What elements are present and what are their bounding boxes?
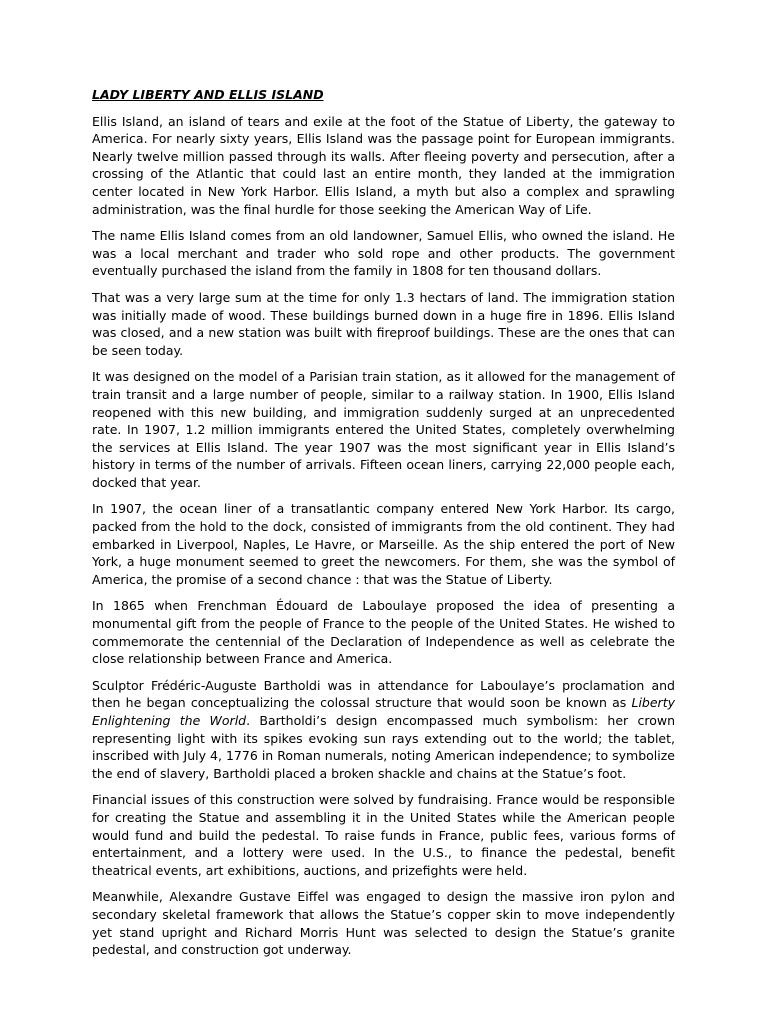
document-title: LADY LIBERTY AND ELLIS ISLAND bbox=[92, 87, 324, 102]
statue-official-name: Liberty Enlightening the World bbox=[92, 695, 675, 728]
paragraph-ellis-island-intro: Ellis Island, an island of tears and exile at the foot of the Statue of Liberty, the gateway to America. For nearly sixty years, Ellis Island was the passage point for European immigrants. Nearly twelve million passed through its walls. After fleeing poverty and persecution, after a crossing of the Atlantic that could last an entire month, they landed at the immigration center located in New York Harbor. Ellis Island, a myth but also a complex and sprawling administration, was the final hurdle for those seeking the American Way of Life. bbox=[92, 113, 675, 217]
paragraph-bartholdi bbox=[92, 677, 675, 783]
paragraph-eiffel-hunt: Meanwhile, Alexandre Gustave Eiffel was engaged to design the massive iron pylon and secondary skeletal framework that allows the Statue’s copper skin to move independently yet stand upright and Richard Morris Hunt was selected to design the Statue’s granite pedestal, and construction got underway. bbox=[92, 889, 675, 958]
document-page bbox=[92, 86, 675, 968]
paragraph-ocean-liner: In 1907, the ocean liner of a transatlantic company entered New York Harbor. Its cargo, packed from the hold to the dock, consisted of immigrants from the old continent. They had embarked in Liverpool, Naples, Le Havre, or Marseille. As the ship entered the port of New York, a huge monument seemed to greet the newcomers. For them, she was the symbol of America, the promise of a second chance : that was the Statue of Liberty. bbox=[92, 501, 675, 587]
paragraph-name-origin: The name Ellis Island comes from an old landowner, Samuel Ellis, who owned the island. He was a local merchant and trader who sold rope and other products. The government eventually purchased the island from the family in 1808 for ten thousand dollars. bbox=[92, 228, 675, 279]
paragraph-design-and-1907: It was designed on the model of a Parisian train station, as it allowed for the management of train transit and a large number of people, similar to a railway station. In 1900, Ellis Island reopened with this new building, and immigration suddenly surged at an unprecedented rate. In 1907, 1.2 million immigrants entered the United States, completely overwhelming the services at Ellis Island. The year 1907 was the most significant year in Ellis Island’s history in terms of the number of arrivals. Fifteen ocean liners, carrying 22,000 people each, docked that year. bbox=[92, 369, 675, 490]
paragraph-bartholdi-text-start: Sculptor Frédéric-Auguste Bartholdi was in attendance for Laboulaye’s proclamation and then he began conceptualizing the colossal structure that would soon be known as bbox=[92, 677, 675, 711]
paragraph-fundraising: Financial issues of this construction were solved by fundraising. France would be responsible for creating the Statue and assembling it in the United States while the American people would fund and build the pedestal. To raise funds in France, public fees, various forms of entertainment, and a lottery were used. In the U.S., to finance the pedestal, benefit theatrical events, art exhibitions, auctions, and prizefights were held. bbox=[92, 792, 675, 878]
paragraph-fire-and-rebuild: That was a very large sum at the time for only 1.3 hectars of land. The immigration station was initially made of wood. These buildings burned down in a huge fire in 1896. Ellis Island was closed, and a new station was built with fireproof buildings. These are the ones that can be seen today. bbox=[92, 289, 675, 358]
paragraph-bartholdi-text-end: . Bartholdi’s design encompassed much symbolism: her crown representing light with its spikes evoking sun rays extending out to the world; the tablet, inscribed with July 4, 1776 in Roman numerals, noting American independence; to symbolize the end of slavery, Bartholdi placed a broken shackle and chains at the Statue’s foot. bbox=[92, 713, 675, 781]
paragraph-laboulaye: In 1865 when Frenchman Édouard de Laboulaye proposed the idea of presenting a monumental gift from the people of France to the people of the United States. He wished to commemorate the centennial of the Declaration of Independence as well as celebrate the close relationship between France and America. bbox=[92, 598, 675, 667]
